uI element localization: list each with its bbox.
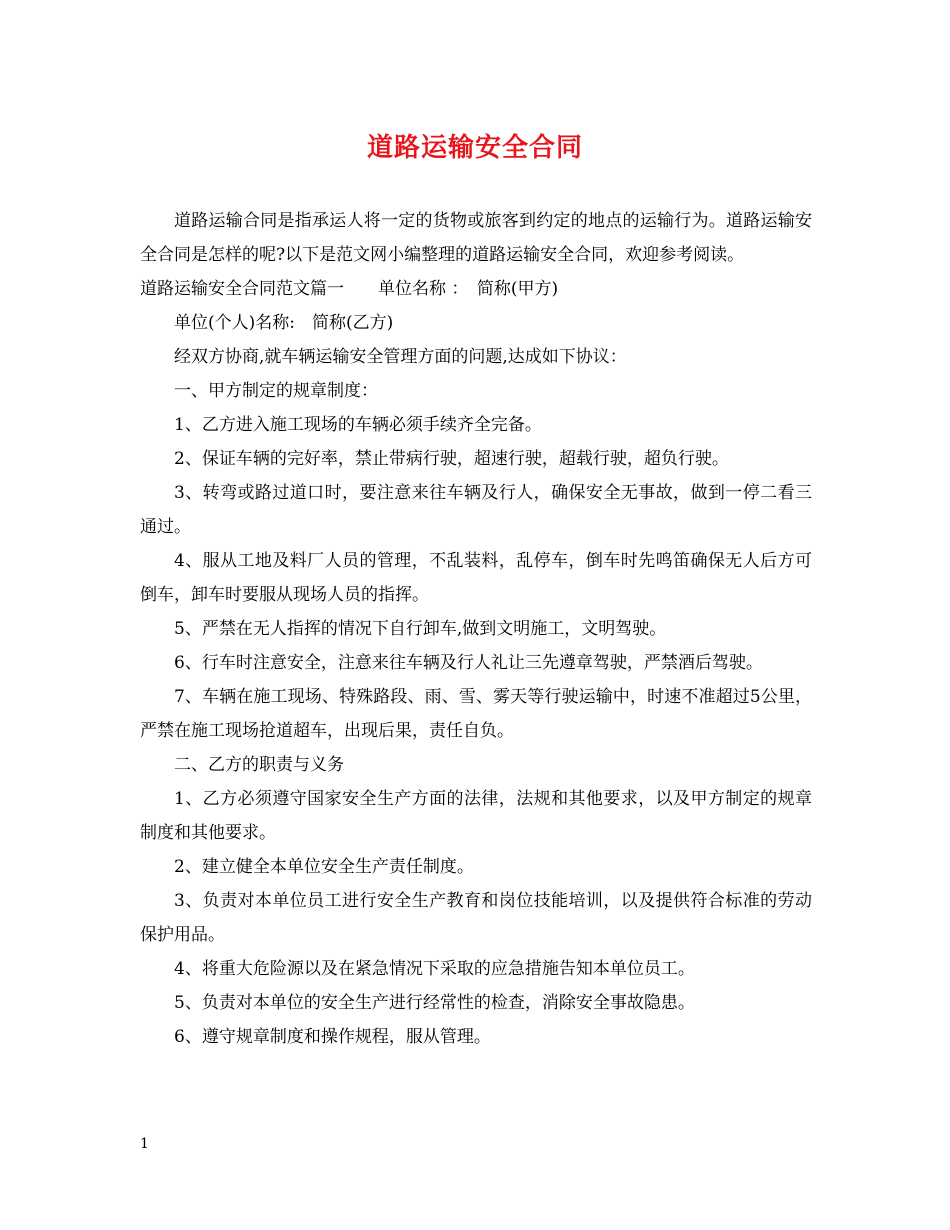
paragraph: 道路运输安全合同范文篇一 单位名称 ： 简称(甲方)	[140, 279, 559, 299]
paragraph: 4、服从工地及料厂人员的管理，不乱装料，乱停车，倒车时先鸣笛确保无人后方可倒车，卸车时要服从现场人员的指挥。	[140, 551, 812, 605]
paragraph: 5、严禁在无人指挥的情况下自行卸车,做到文明施工，文明驾驶。	[174, 619, 667, 639]
paragraph: 6、遵守规章制度和操作规程，服从管理。	[174, 1027, 491, 1047]
paragraph: 3、负责对本单位员工进行安全生产教育和岗位技能培训，以及提供符合标准的劳动保护用品。	[140, 891, 812, 945]
paragraph: 单位(个人)名称: 简称(乙方)	[174, 313, 394, 333]
paragraph: 5、负责对本单位的安全生产进行经常性的检查，消除安全事故隐患。	[174, 993, 695, 1013]
paragraph: 1、乙方必须遵守国家安全生产方面的法律，法规和其他要求，以及甲方制定的规章制度和其他要求。	[140, 789, 812, 843]
paragraph: 6、行车时注意安全，注意来往车辆及行人礼让三先遵章驾驶，严禁酒后驾驶。	[174, 653, 763, 673]
paragraph: 经双方协商,就车辆运输安全管理方面的问题,达成如下协议：	[174, 347, 627, 367]
document-body	[140, 204, 812, 1054]
page-number: 1	[140, 1136, 149, 1152]
paragraph: 4、将重大危险源以及在紧急情况下采取的应急措施告知本单位员工。	[174, 959, 695, 979]
paragraph: 一、甲方制定的规章制度：	[174, 381, 378, 401]
paragraph: 1、乙方进入施工现场的车辆必须手续齐全完备。	[174, 415, 542, 435]
paragraph: 2、保证车辆的完好率，禁止带病行驶，超速行驶，超载行驶，超负行驶。	[174, 449, 729, 469]
paragraph: 二、乙方的职责与义务	[174, 755, 344, 775]
paragraph: 3、转弯或路过道口时，要注意来往车辆及行人，确保安全无事故，做到一停二看三通过。	[140, 483, 812, 537]
paragraph: 道路运输合同是指承运人将一定的货物或旅客到约定的地点的运输行为。道路运输安全合同是怎样的呢?以下是范文网小编整理的道路运输安全合同，欢迎参考阅读。	[140, 211, 812, 265]
paragraph: 2、建立健全本单位安全生产责任制度。	[174, 857, 474, 877]
document-title: 道路运输安全合同	[366, 133, 583, 163]
paragraph: 7、车辆在施工现场、特殊路段、雨、雪、雾天等行驶运输中，时速不准超过5公里，严禁在施工现场抢道超车，出现后果，责任自负。	[140, 687, 812, 741]
